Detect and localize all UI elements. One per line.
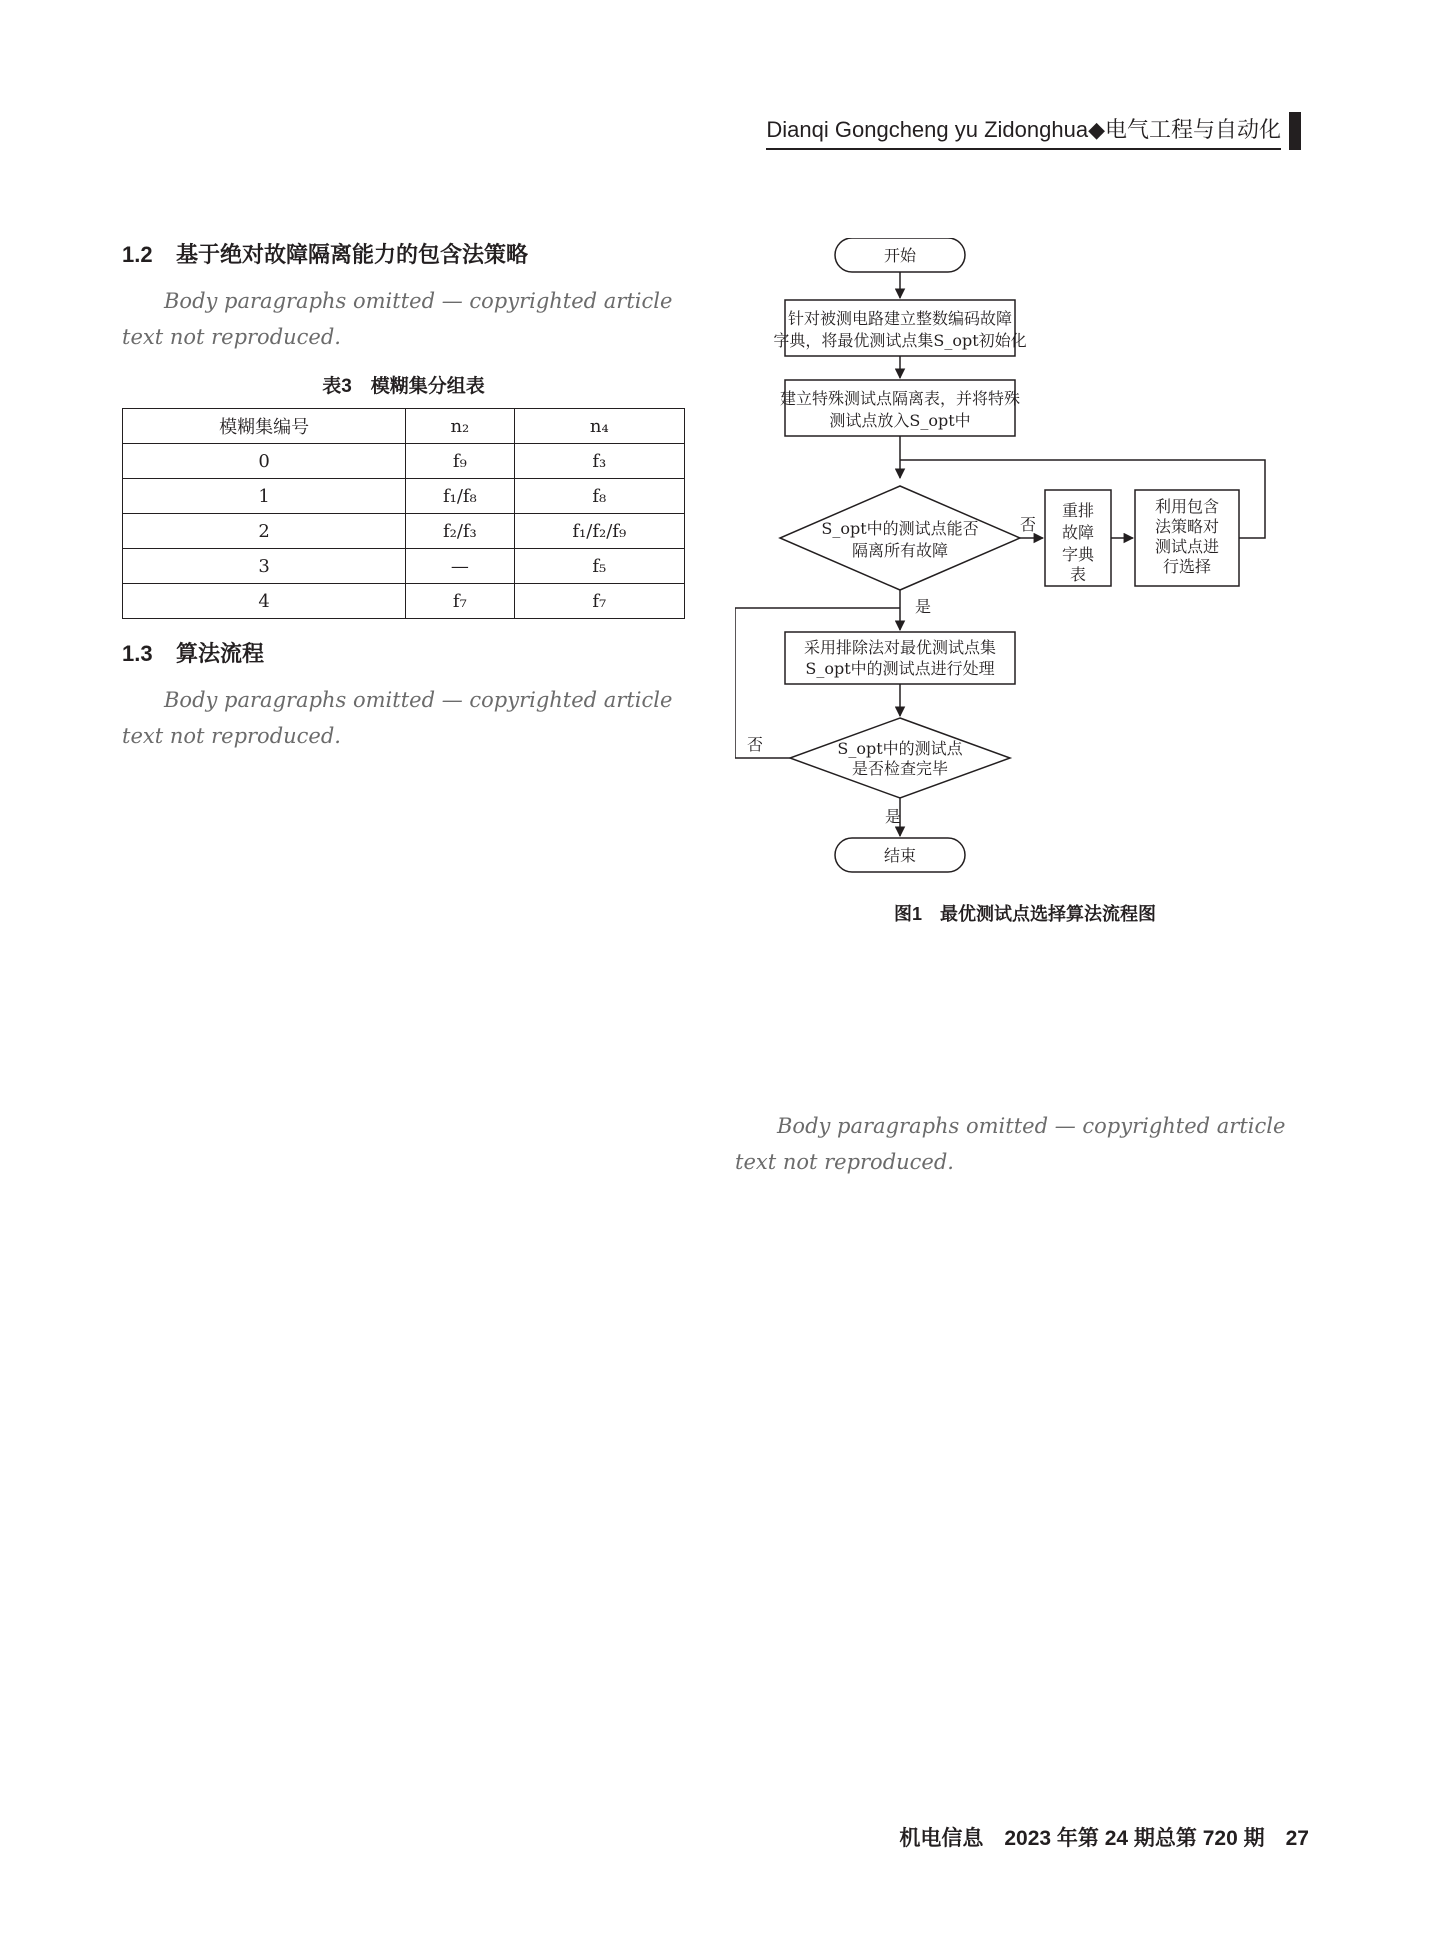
table-header-row [123,409,685,444]
yes-label: 是 [915,597,932,616]
right-column [735,1108,1298,1186]
figure-1 [735,238,1315,926]
table-cell: f₇ [406,584,514,619]
step1-label: 字典，将最优测试点集S_opt初始化 [773,331,1027,350]
start-label: 开始 [883,246,917,265]
flowchart [735,238,1315,888]
section-heading-1-3 [122,637,685,668]
decision2-label: S_opt中的测试点 [837,739,963,758]
page-footer: 机电信息 2023 年第 24 期总第 720 期 27 [899,1827,1309,1850]
running-title: Dianqi Gongcheng yu Zidonghua◆电气工程与自动化 [766,113,1281,150]
figure-caption: 图1 最优测试点选择算法流程图 [893,904,1156,924]
reorder-label: 重排 [1061,501,1095,520]
table-cell: 0 [123,444,406,479]
step2-label: 测试点放入S_opt中 [829,411,971,430]
table-cell: f₉ [406,444,514,479]
table-cell: f₅ [514,549,684,584]
table-cell: 2 [123,514,406,549]
inclusion-label: 行选择 [1162,557,1212,576]
table-header: n₄ [514,409,684,444]
decision1-diamond [780,486,1020,590]
decision1-label: S_opt中的测试点能否 [821,519,979,538]
left-column [122,238,685,760]
table-cell: f₇ [514,584,684,619]
inclusion-label: 利用包含 [1154,497,1220,516]
body-placeholder: Body paragraphs omitted — copyrighted article text not reproduced. [122,688,673,748]
table-cell: f₁/f₂/f₉ [514,514,684,549]
elimination-label: S_opt中的测试点进行处理 [805,659,995,678]
table-cell: f₈ [514,479,684,514]
body-placeholder: Body paragraphs omitted — copyrighted article text not reproduced. [122,289,673,349]
running-head-bar [1289,112,1301,150]
no-label: 否 [746,735,764,754]
reorder-label: 故障 [1061,523,1095,542]
table-row [123,549,685,584]
table-row [123,514,685,549]
table-cell: 3 [123,549,406,584]
table-cell: 4 [123,584,406,619]
section-number: 1.3 [122,641,153,666]
section-number: 1.2 [122,242,153,267]
table-header: 模糊集编号 [123,409,406,444]
elimination-label: 采用排除法对最优测试点集 [803,638,997,657]
table-cell: 1 [123,479,406,514]
table-cell: — [406,549,514,584]
table-row [123,584,685,619]
section-title: 基于绝对故障隔离能力的包含法策略 [176,242,529,267]
step2-label: 建立特殊测试点隔离表，并将特殊 [779,389,1021,408]
decision2-label: 是否检查完毕 [851,759,949,778]
section-title: 算法流程 [176,641,265,666]
inclusion-label: 测试点进 [1154,537,1220,556]
table-cell: f₃ [514,444,684,479]
no-label: 否 [1019,515,1037,534]
table-body [123,444,685,619]
body-placeholder: Body paragraphs omitted — copyrighted article text not reproduced. [735,1114,1286,1174]
reorder-label: 表 [1069,565,1087,584]
decision2-diamond [790,718,1010,798]
table-cell: f₂/f₃ [406,514,514,549]
yes-label: 是 [885,807,902,826]
section-heading-1-2 [122,238,685,269]
table-cell: f₁/f₈ [406,479,514,514]
step1-label: 针对被测电路建立整数编码故障 [787,309,1013,328]
decision1-label: 隔离所有故障 [851,541,949,560]
reorder-label: 字典 [1061,545,1095,564]
table-header: n₂ [406,409,514,444]
end-label: 结束 [883,846,917,865]
inclusion-label: 法策略对 [1154,517,1220,536]
table-row [123,479,685,514]
fuzzy-set-table [122,408,685,619]
table-caption: 表3 模糊集分组表 [322,376,485,397]
table-row [123,444,685,479]
running-head [766,112,1301,150]
